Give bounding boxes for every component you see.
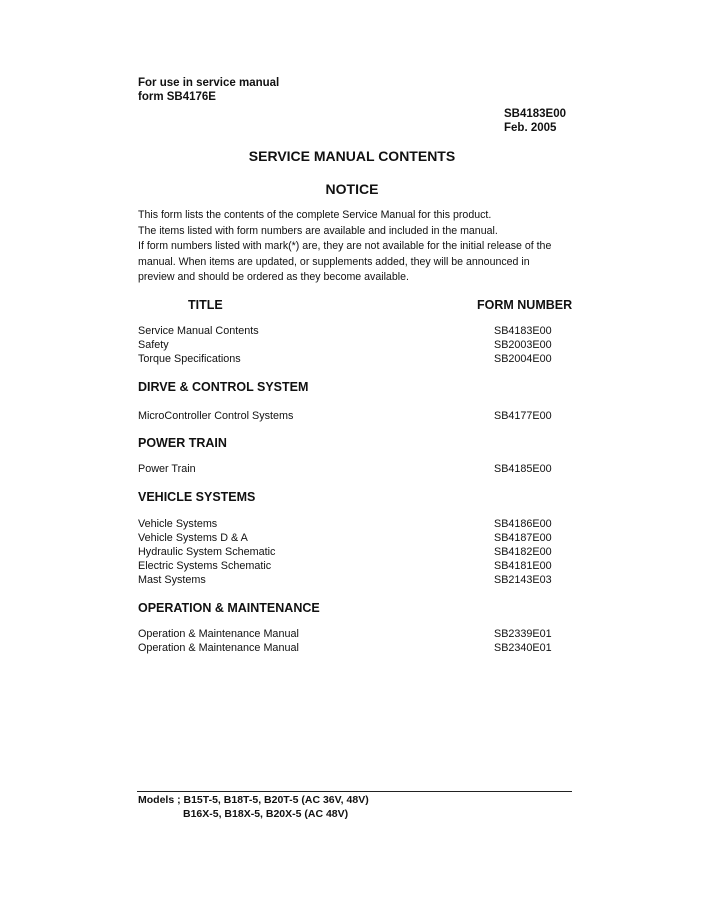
list-item-form: SB2340E01 — [494, 642, 552, 654]
intro-line: manual. When items are updated, or supplements added, they will be announced in — [138, 255, 530, 268]
list-item-title: Electric Systems Schematic — [138, 560, 272, 572]
page-title: SERVICE MANUAL CONTENTS — [248, 148, 456, 164]
header-code: SB4183E00 — [504, 108, 567, 120]
list-item-title: Operation & Maintenance Manual — [138, 628, 299, 640]
list-item-form: SB4183E00 — [494, 325, 552, 337]
list-item-form: SB4181E00 — [494, 560, 552, 572]
list-item-form: SB2004E00 — [494, 353, 552, 365]
header-form-line1: For use in service manual — [138, 77, 280, 89]
list-item-title: MicroController Control Systems — [138, 410, 294, 422]
list-item-form: SB4182E00 — [494, 546, 552, 558]
list-item-form: SB2339E01 — [494, 628, 552, 640]
list-item-title: Safety — [138, 339, 169, 351]
section-heading-operation-maintenance: OPERATION & MAINTENANCE — [138, 601, 320, 615]
intro-line: The items listed with form numbers are available and included in the manual. — [138, 224, 498, 237]
intro-line: This form lists the contents of the complete Service Manual for this product. — [138, 209, 492, 221]
list-item-title: Mast Systems — [138, 574, 206, 586]
intro-paragraph — [138, 208, 551, 286]
column-form-header: FORM NUMBER — [477, 298, 573, 312]
list-item-form: SB4186E00 — [494, 518, 552, 530]
notice-heading: NOTICE — [325, 181, 379, 197]
header-date: Feb. 2005 — [504, 122, 557, 134]
intro-line: If form numbers listed with mark(*) are, they are not available for the initial release of the — [138, 240, 552, 252]
list-item-form: SB4187E00 — [494, 532, 552, 544]
list-item-form: SB4177E00 — [494, 410, 552, 422]
list-item-title: Vehicle Systems D & A — [138, 532, 248, 544]
list-item-title: Power Train — [138, 463, 196, 475]
section-heading-power-train: POWER TRAIN — [138, 436, 227, 450]
list-item-title: Operation & Maintenance Manual — [138, 642, 299, 654]
footer-models-line2: B16X-5, B18X-5, B20X-5 (AC 48V) — [183, 808, 349, 820]
footer-divider — [137, 791, 572, 792]
list-item-form: SB4185E00 — [494, 463, 552, 475]
section-heading-vehicle-systems: VEHICLE SYSTEMS — [138, 490, 256, 504]
list-item-title: Torque Specifications — [138, 353, 241, 365]
column-title-header: TITLE — [188, 298, 223, 312]
section-heading-drive-control: DIRVE & CONTROL SYSTEM — [138, 380, 309, 394]
header-form-line2: form SB4176E — [138, 91, 216, 103]
list-item-form: SB2003E00 — [494, 339, 552, 351]
list-item-title: Service Manual Contents — [138, 325, 259, 337]
footer-models-line1: Models ; B15T-5, B18T-5, B20T-5 (AC 36V, 48V) — [138, 794, 369, 806]
list-item-title: Hydraulic System Schematic — [138, 546, 276, 558]
list-item-form: SB2143E03 — [494, 574, 552, 586]
list-item-title: Vehicle Systems — [138, 518, 218, 530]
intro-line: preview and should be ordered as they become available. — [138, 271, 409, 283]
